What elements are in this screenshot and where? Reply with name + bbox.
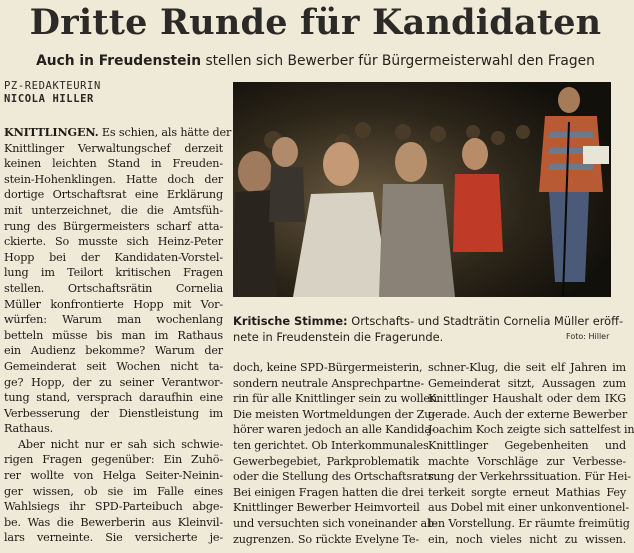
text-line: ger wissen, ob sie im Falle eines bbox=[4, 484, 223, 498]
text-line: Gemeinderat sitzt, Aussagen zum bbox=[428, 376, 626, 390]
text-line: Joachim Koch zeigte sich sattelfest in bbox=[428, 423, 634, 437]
byline-role: PZ-REDAKTEURIN bbox=[4, 80, 101, 92]
photo-credit: Foto: Hiller bbox=[566, 332, 610, 341]
text-line: dortige Ortschaftsrat eine Erklärung bbox=[4, 188, 223, 202]
text-line: rigen Fragen gegenüber: Ein Zuhö- bbox=[4, 453, 223, 467]
text-line: ein, noch vieles nicht zu wissen. bbox=[428, 532, 626, 546]
dateline: KNITTLINGEN. bbox=[4, 125, 99, 139]
text-line: ckierte. So musste sich Heinz-Peter bbox=[4, 235, 223, 249]
text-line: Bei einigen Fragen hatten die drei bbox=[233, 485, 424, 499]
text-line-start: Es schien, als hätte der bbox=[98, 126, 232, 139]
text-line: Wahlsiegs ihr SPD-Parteibuch abge- bbox=[4, 500, 223, 514]
text-line: stellen. Ortschaftsrätin Cornelia bbox=[4, 281, 223, 295]
headline: Dritte Runde für Kandidaten bbox=[29, 2, 602, 43]
subheadline bbox=[0, 51, 631, 71]
text-line: aus Dobel mit einer unkonventionel- bbox=[428, 501, 629, 515]
caption-lead: Kritische Stimme: bbox=[233, 314, 348, 328]
text-line bbox=[4, 125, 232, 141]
text-line: lars verneinte. Sie versicherte je- bbox=[4, 531, 223, 545]
text-line: rung der Verkehrssituation. Für Hei- bbox=[428, 470, 631, 484]
text-line: Rathaus. bbox=[4, 422, 54, 436]
text-line: terkeit sorgte erneut Mathias Fey bbox=[428, 485, 626, 499]
text-line: machte Vorschläge zur Verbesse- bbox=[428, 454, 626, 468]
text-line: gerade. Auch der externe Bewerber bbox=[428, 407, 628, 421]
subhead-rest: stellen sich Bewerber für Bürgermeisterwahl den Fragen bbox=[201, 53, 595, 69]
text-line: rer wollte von Helga Seiter-Neinin- bbox=[4, 469, 223, 483]
text-line: len Vorstellung. Er räumte freimütig bbox=[428, 516, 630, 530]
text-line: keinen leichten Stand in Freuden- bbox=[4, 157, 223, 171]
byline bbox=[4, 80, 224, 106]
article-column-3 bbox=[428, 360, 634, 547]
news-photo bbox=[233, 82, 611, 297]
article-column-1 bbox=[4, 125, 232, 546]
article-column-2 bbox=[233, 360, 441, 547]
text-line: würfen: Warum man wochenlang bbox=[4, 313, 223, 327]
byline-name: NICOLA HILLER bbox=[4, 93, 94, 105]
text-line: Verbesserung der Dienstleistung im bbox=[4, 406, 223, 420]
photo-illustration bbox=[233, 82, 611, 297]
text-line: schner-Klug, die seit elf Jahren im bbox=[428, 361, 626, 374]
text-line: Aber nicht nur er sah sich schwie- bbox=[18, 437, 223, 451]
text-line: betteln müsse bis man im Rathaus bbox=[4, 328, 223, 342]
text-line: ge? Hopp, der zu seiner Verantwor- bbox=[4, 375, 223, 389]
text-line: Knittlinger Verwaltungschef derzeit bbox=[4, 141, 223, 155]
text-line: Hopp bei der Kandidaten-Vorstel- bbox=[4, 250, 223, 264]
text-line: ten gerichtet. Ob Interkommunales bbox=[233, 438, 429, 452]
text-line: Knittlinger Haushalt oder dem IKG bbox=[428, 392, 626, 406]
text-line: und versuchten sich voneinander ab- bbox=[233, 516, 438, 530]
text-line: doch, keine SPD-Bürgermeisterin, bbox=[233, 361, 423, 374]
text-line: Gemeinderat seit Wochen nicht ta- bbox=[4, 359, 223, 373]
text-line: Müller konfrontierte Hopp mit Vor- bbox=[4, 297, 223, 311]
text-line: Gewerbegebiet, Parkproblematik bbox=[233, 454, 419, 468]
text-line: Die meisten Wortmeldungen der Zu- bbox=[233, 407, 435, 421]
subhead-lead: Auch in Freudenstein bbox=[36, 53, 202, 69]
text-line: rung des Bürgermeisters scharf atta- bbox=[4, 219, 223, 233]
caption-line-2: nete in Freudenstein die Fragerunde. bbox=[233, 330, 444, 344]
text-line: tung stand, versprach daraufhin eine bbox=[4, 391, 223, 405]
text-line: Knittlinger Bewerber Heimvorteil bbox=[233, 501, 420, 515]
text-line: lung im Teilort kritischen Fragen bbox=[4, 266, 223, 280]
text-line: hörer waren jedoch an alle Kandida- bbox=[233, 423, 435, 437]
text-line: mit unterzeichnet, die die Amtsfüh- bbox=[4, 203, 223, 217]
text-line: be. Was die Bewerberin aus Kleinvil- bbox=[4, 515, 223, 529]
text-line: Knittlinger Gegebenheiten und bbox=[428, 438, 626, 452]
text-line: rin für alle Knittlinger sein zu wollen. bbox=[233, 392, 441, 406]
text-line: ein Audienz bekomme? Warum der bbox=[4, 344, 223, 358]
text-line: stein-Hohenklingen. Hatte doch der bbox=[4, 172, 223, 186]
text-line: zugrenzen. So rückte Evelyne Te- bbox=[233, 532, 419, 546]
text-line: oder die Stellung des Ortschaftsrats: bbox=[233, 470, 438, 484]
caption-line-1: Ortschafts- und Stadträtin Cornelia Müller eröff- bbox=[347, 314, 624, 328]
text-line: sondern neutrale Ansprechpartne- bbox=[233, 376, 424, 390]
